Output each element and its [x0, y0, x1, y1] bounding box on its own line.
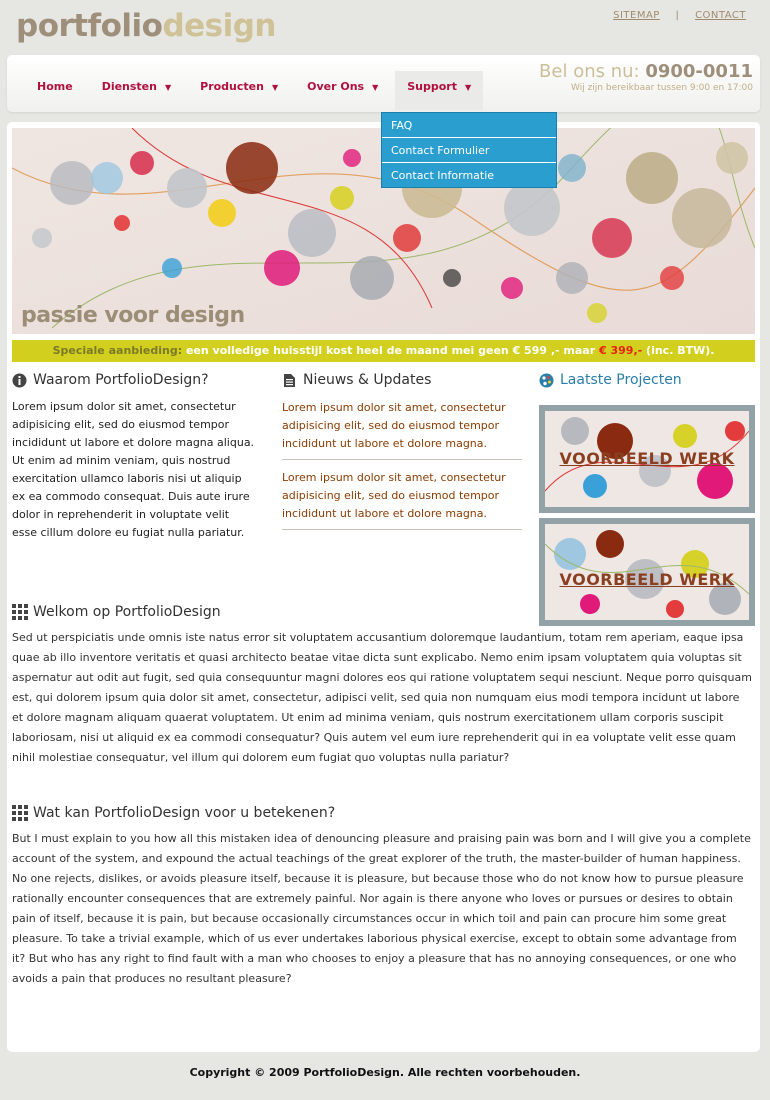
info-icon	[12, 373, 27, 388]
nav-item-label: Support	[407, 80, 457, 93]
dropdown-item-contact-formulier[interactable]: Contact Formulier	[382, 138, 556, 163]
projects-column	[539, 370, 755, 589]
welcome-section	[12, 604, 752, 768]
services-section	[12, 805, 752, 989]
welcome-text: Sed ut perspiciatis unde omnis iste natus error sit voluptatem accusantium doloremque laudantium, totam rem aperiam, eaque ipsa quae ab illo inventore veritatis et quasi architecto beatae vitae dicta sunt explicabo. Nemo enim ipsam voluptatem quia voluptas sit aspernatur aut odit aut fugit, sed quia consequuntur magni dolores eos qui ratione voluptatem sequi nesciunt. Neque porro quisquam est, qui dolorem ipsum quia dolor sit amet, consectetur, adipisci velit, sed quia non numquam eius modi tempora incidunt ut labore et dolore magnam aliquam quaerat voluptatem. Ut enim ad minima veniam, quis nostrum exercitationem ullam corporis suscipit laboriosam, nisi ut aliquid ex ea commodi consequatur? Quis autem vel eum iure reprehenderit qui in ea voluptate velit esse quam nihil molestiae consequatur, vel illum qui dolorem eum fugiat quo voluptas nulla pariatur?	[12, 631, 752, 764]
navigation-bar	[7, 55, 760, 112]
projects-heading	[539, 370, 755, 390]
phone-prefix: Bel ons nu:	[539, 61, 640, 82]
news-heading	[282, 370, 522, 390]
document-icon	[282, 373, 297, 388]
project-label: VOORBEELD WERK	[559, 449, 735, 468]
site-logo[interactable]	[16, 8, 276, 44]
dropdown-item-faq[interactable]: FAQ	[382, 113, 556, 138]
top-links	[613, 10, 746, 21]
services-title: Wat kan PortfolioDesign voor u betekenen?	[33, 805, 336, 821]
grid-icon	[12, 805, 28, 821]
top-links-separator: |	[675, 10, 680, 21]
chevron-down-icon: ▼	[372, 83, 379, 92]
nav-item-label: Over Ons	[307, 80, 365, 93]
nav-item-over-ons[interactable]	[295, 71, 390, 110]
dropdown-item-contact-informatie[interactable]: Contact Informatie	[391, 169, 495, 182]
why-text: Lorem ipsum dolor sit amet, consectetur adipisicing elit, sed do eiusmod tempor incididunt ut labore et dolore magna aliqua. Ut enim ad minim veniam, quis nostrud exercitation ullamco laboris nisi ut aliquip ex ea commodo consequat. Duis aute irure dolor in reprehenderit in voluptate velit esse cillum dolore eu fugiat nulla pariatur.	[12, 400, 255, 539]
why-column	[12, 370, 257, 542]
banner-caption: passie voor design	[21, 303, 245, 328]
nav-item-label: Home	[37, 80, 73, 93]
services-heading	[12, 805, 752, 821]
why-heading	[12, 370, 257, 390]
opening-hours: Wij zijn bereikbaar tussen 9:00 en 17:00	[571, 83, 753, 93]
main-menu	[25, 71, 488, 110]
special-offer-bar	[12, 340, 755, 362]
nav-item-label: Diensten	[101, 80, 157, 93]
nav-item-home[interactable]	[25, 71, 85, 110]
nav-item-support[interactable]	[395, 71, 483, 110]
phone-info	[539, 61, 753, 93]
logo-part-design: design	[162, 8, 276, 44]
offer-text: een volledige huisstijl kost heel de maand mei geen € 599 ,- maar	[185, 344, 596, 357]
palette-icon	[539, 373, 554, 388]
welcome-title: Welkom op PortfolioDesign	[33, 604, 221, 620]
sitemap-link[interactable]: SITEMAP	[613, 10, 660, 21]
chevron-down-icon: ▼	[465, 83, 472, 92]
why-title: Waarom PortfolioDesign?	[33, 372, 209, 388]
project-image	[545, 411, 749, 507]
nav-item-diensten[interactable]	[90, 71, 183, 110]
news-item[interactable]: Lorem ipsum dolor sit amet, consectetur adipisicing elit, sed do eiusmod tempor incididunt ut labore et dolore magna.	[282, 390, 522, 460]
offer-suffix: (inc. BTW).	[646, 344, 715, 357]
logo-part-portfolio: portfolio	[16, 8, 163, 44]
grid-icon	[12, 604, 28, 620]
offer-price: € 399,-	[599, 344, 643, 357]
projects-title: Laatste Projecten	[560, 372, 682, 388]
phone-number[interactable]: 0900-0011	[645, 61, 753, 82]
support-dropdown-menu	[381, 112, 557, 188]
phone-line	[539, 61, 753, 82]
nav-item-label: Producten	[200, 80, 264, 93]
news-title: Nieuws & Updates	[303, 372, 432, 388]
footer-copyright: Copyright © 2009 PortfolioDesign. Alle rechten voorbehouden.	[189, 1066, 581, 1079]
nav-item-producten[interactable]	[188, 71, 290, 110]
offer-label: Speciale aanbieding:	[52, 344, 183, 357]
services-text: But I must explain to you how all this mistaken idea of denouncing pleasure and praising pain was born and I will give you a complete account of the system, and expound the actual teachings of the great explorer of the truth, the master-builder of human happiness. No one rejects, dislikes, or avoids pleasure itself, because it is pleasure, but because those who do not know how to pursue pleasure rationally encounter consequences that are extremely painful. Nor again is there anyone who loves or pursues or desires to obtain pain of itself, because it is pain, but because occasionally circumstances occur in which toil and pain can procure him some great pleasure. To take a trivial example, which of us ever undertakes laborious physical exercise, except to obtain some advantage from it? But who has any right to find fault with a man who chooses to enjoy a pleasure that has no annoying consequences, or one who avoids a pain that produces no resultant pleasure?	[12, 832, 751, 985]
chevron-down-icon: ▼	[164, 83, 172, 92]
project-thumbnail[interactable]	[539, 405, 755, 513]
project-label: VOORBEELD WERK	[559, 570, 735, 589]
welcome-heading	[12, 604, 752, 620]
news-item[interactable]: Lorem ipsum dolor sit amet, consectetur adipisicing elit, sed do eiusmod tempor incididunt ut labore et dolore magna.	[282, 460, 522, 530]
news-column	[282, 370, 522, 530]
content-panel	[7, 122, 760, 1052]
chevron-down-icon: ▼	[271, 83, 279, 92]
contact-link[interactable]: CONTACT	[695, 10, 746, 21]
